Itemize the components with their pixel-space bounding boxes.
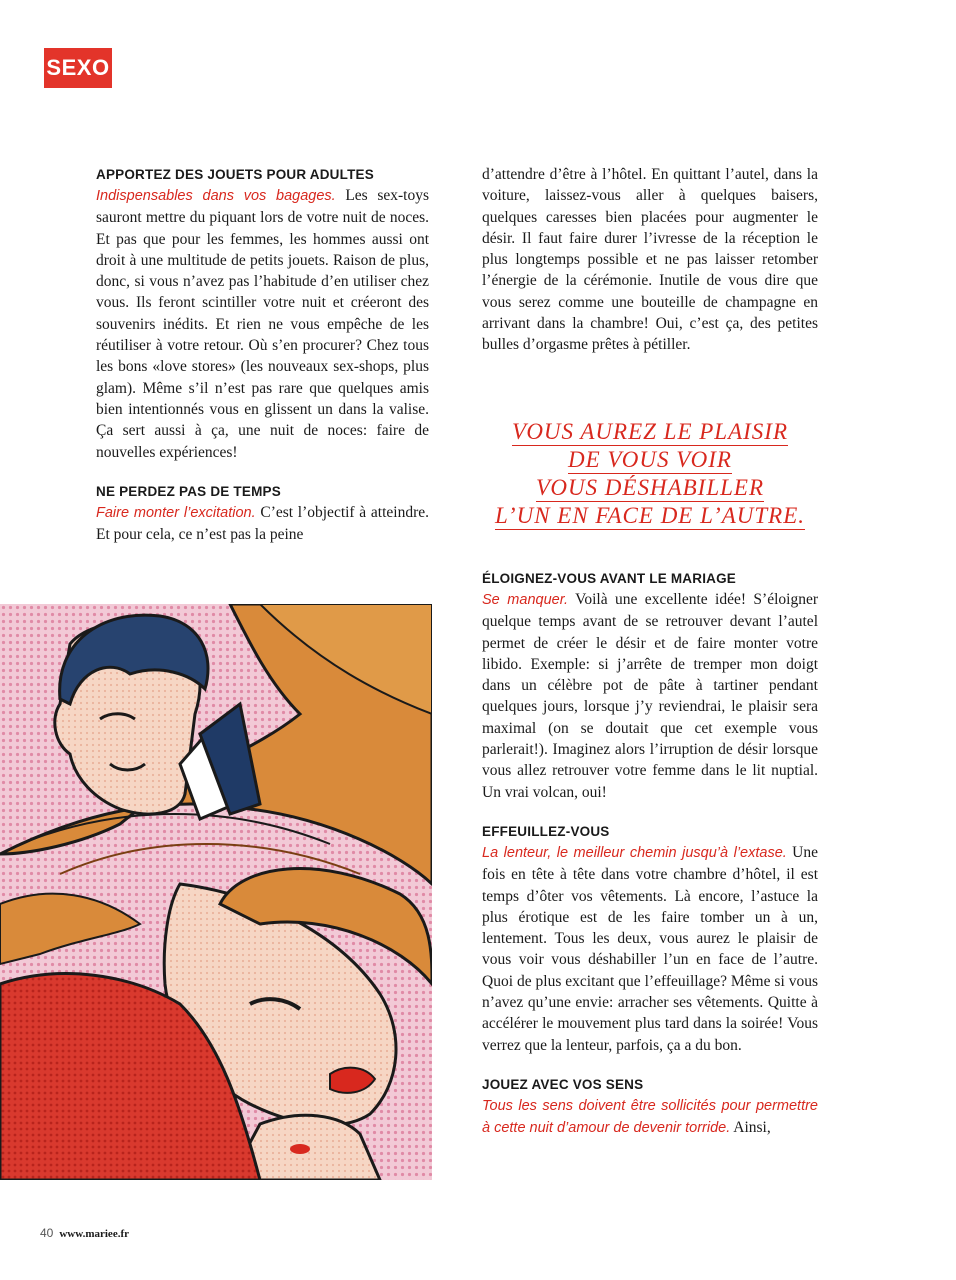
body-text: Ainsi, <box>730 1119 771 1137</box>
column-right-bottom <box>482 568 818 1158</box>
section-heading: APPORTEZ DES JOUETS POUR ADULTES <box>96 167 374 182</box>
section-senses <box>482 1074 818 1140</box>
quote-line: L’UN EN FACE DE L’AUTRE. <box>494 503 806 528</box>
lead-phrase: La lenteur, le meilleur chemin jusqu’à l’extase. <box>482 844 787 861</box>
section-paragraph <box>482 589 818 803</box>
lead-phrase: Indispensables dans vos bagages. <box>96 188 336 204</box>
section-distance <box>482 568 818 803</box>
section-heading: NE PERDEZ PAS DE TEMPS <box>96 483 281 499</box>
section-time <box>96 481 429 546</box>
page-footer <box>40 1226 129 1240</box>
section-paragraph <box>96 185 429 463</box>
section-undress <box>482 821 818 1056</box>
quote-line: VOUS AUREZ LE PLAISIR <box>511 419 789 444</box>
body-text: C’est l’objectif à atteindre. Et pour cela, ce n’est pas la peine <box>96 503 429 544</box>
lead-phrase: Faire monter l’excitation. <box>96 504 256 521</box>
section-paragraph <box>482 842 818 1056</box>
pull-quote <box>482 418 818 530</box>
section-paragraph <box>96 502 429 546</box>
section-heading: EFFEUILLEZ-VOUS <box>482 823 610 839</box>
section-paragraph <box>482 1095 818 1140</box>
section-heading: JOUEZ AVEC VOS SENS <box>482 1076 644 1092</box>
lead-phrase: Tous les sens doivent être sollicités pour permettre à cette nuit d’amour de devenir torride. <box>482 1097 818 1137</box>
quote-line: VOUS DÉSHABILLER <box>535 475 765 500</box>
page-number: 40 <box>40 1226 54 1240</box>
section-badge: SEXO <box>44 48 112 88</box>
body-text: Une fois en tête à tête dans votre chambre d’hôtel, il est temps d’ôter vos vêtements. Là encore, l’astuce la plus érotique est de les faire tomber un à un, lentement. Tous les deux, vous aurez le plaisir de vous voir vous déshabiller l’un en face de l’autre. Quoi de plus excitant que l’effeuillage? Même si vous n’avez qu’une envie: arracher ses vêtements. Quitte à accélérer le mouvement plus tard dans la soirée! Vous verrez que la lenteur, parfois, ça a du bon. <box>482 843 818 1054</box>
body-text: Les sex-toys sauront mettre du piquant lors de votre nuit de noces. Et pas que pour les femmes, les hommes aussi ont droit à une multitude de petits jouets. Raison de plus, donc, si vous n’avez pas l’habitude d’en utiliser chez vous. Ils feront scintiller votre nuit et créeront des souvenirs inédits. Et rien ne vous empêche de les réutiliser à votre retour. Où s’en procurer? Chez tous les bons «love stores» (les nouveaux sex-shops, plus glam). Même s’il n’est pas rare que quelques amis bien intentionnés vous en glissent un dans la valise. Ça sert aussi à ça, une nuit de noces: faire de nouvelles expériences! <box>96 187 429 461</box>
section-heading: ÉLOIGNEZ-VOUS AVANT LE MARIAGE <box>482 571 737 586</box>
site-url: www.mariee.fr <box>59 1228 129 1240</box>
lead-phrase: Se manquer. <box>482 592 569 608</box>
column-left <box>96 164 429 563</box>
pop-art-illustration <box>0 604 432 1180</box>
section-toys <box>96 164 429 463</box>
continuation-paragraph: d’attendre d’être à l’hôtel. En quittant l’autel, dans la voiture, laissez-vous aller à quelques baisers, quelques caresses bien placées pour augmenter le désir. Il faut faire durer l’ivresse de la réception le plus longtemps possible et ne pas laisser retomber l’énergie de la cérémonie. Inutile de vous dire que vous serez comme une bouteille de champagne en arrivant dans la chambre! Oui, c’est ça, des petites bulles d’orgasme prêtes à pétiller. <box>482 166 818 354</box>
column-right-top <box>482 164 818 356</box>
body-text: Voilà une excellente idée! S’éloigner quelque temps avant de se retrouver devant l’autel permet de créer le désir et de faire monter votre libido. Exemple: si j’arrête de tremper mon doigt dans un célèbre pot de pâte à tartiner pendant quelques jours, lorsque j’y reviendrai, le plaisir sera maximal (on se doutait que cet exemple vous parlerait!). Imaginez alors l’irruption de désir lorsque vous allez retrouver votre femme dans le lit nuptial. Un vrai volcan, oui! <box>482 591 818 801</box>
couple-illustration <box>0 604 432 1180</box>
quote-line: DE VOUS VOIR <box>568 447 732 472</box>
